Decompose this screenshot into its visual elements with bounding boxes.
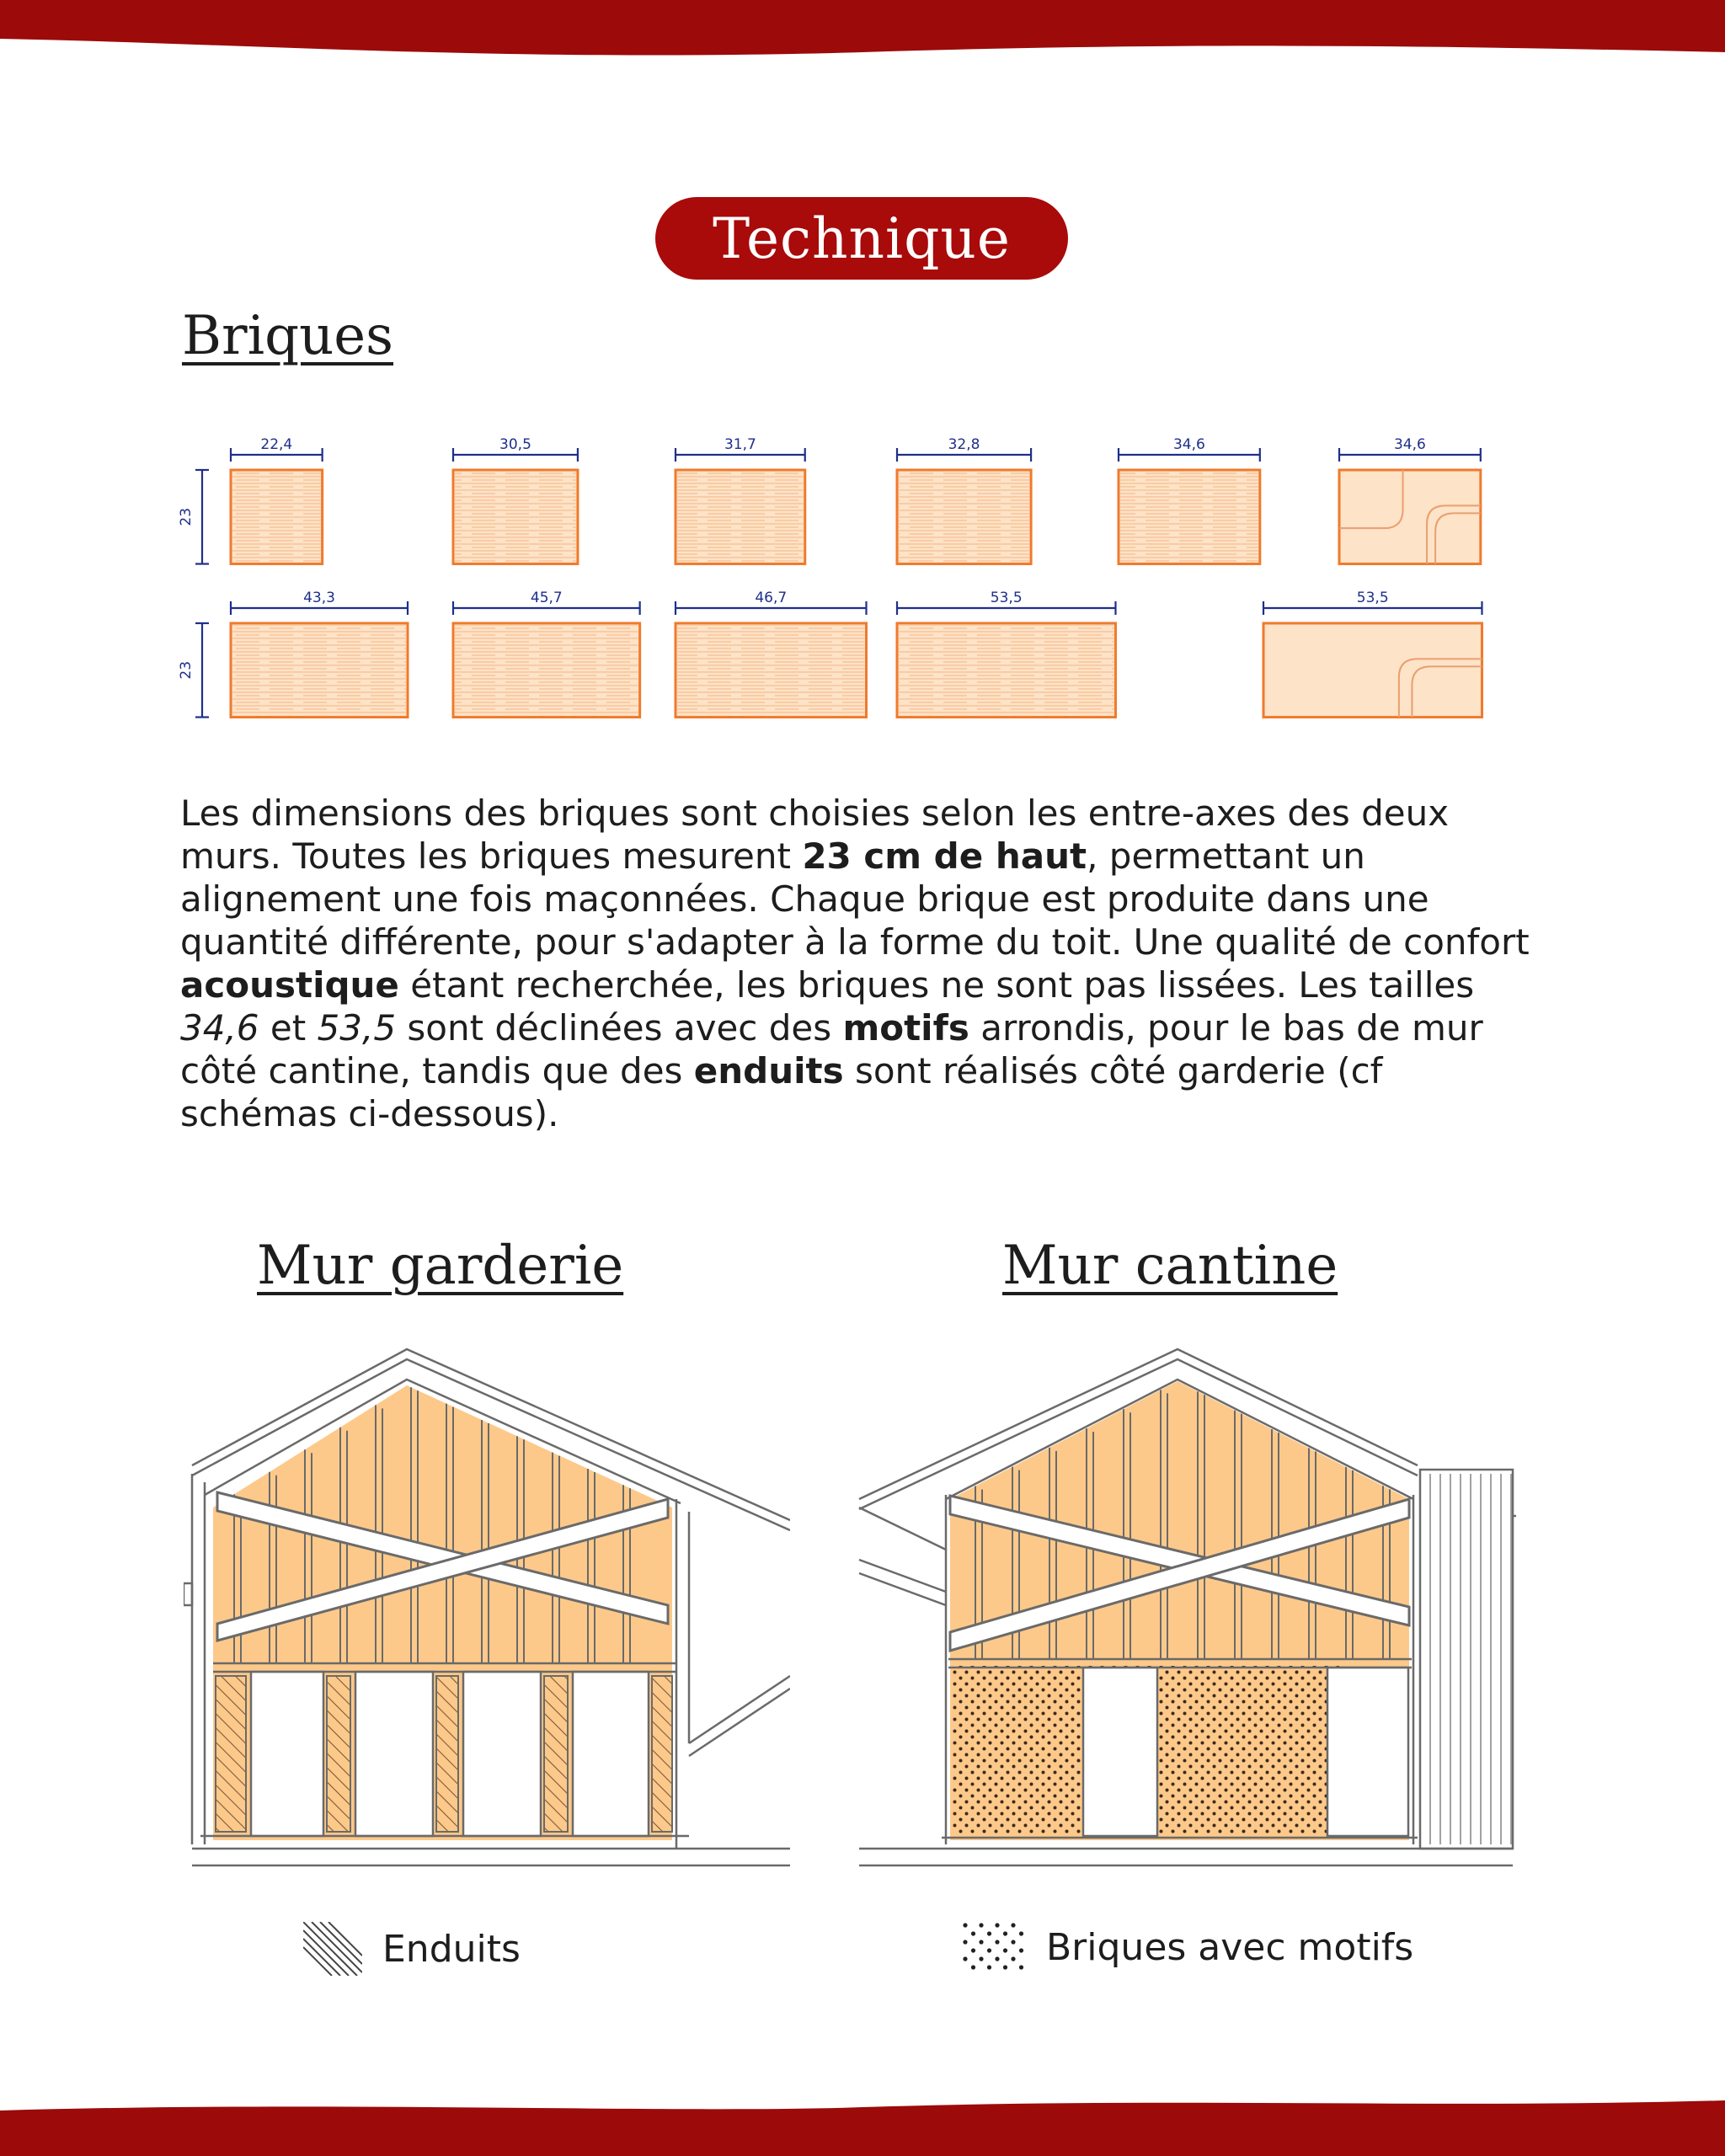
width-label: 34,6 (1393, 436, 1426, 453)
width-label: 45,7 (530, 590, 563, 606)
brick (1119, 470, 1260, 564)
description-paragraph: Les dimensions des briques sont choisies selon les entre-axes des deux murs. Toutes les briques mesurent 23 cm de haut, permettant un alignement une fois maçonnées. Chaque brique est produite dans une quantité différente, pour s'adapter à la forme du toit. Une qualité de confort acoustique étant recherchée, les briques ne sont pas lissées. Les tailles 34,6 et 53,5 sont déclinées avec des motifs arrondis, pour le bas de mur côté cantine, tandis que des enduits sont réalisés côté garderie (cf schémas ci-dessous). (180, 792, 1530, 1134)
height-label: 23 (178, 660, 195, 680)
legend-motifs-label: Briques avec motifs (1046, 1925, 1414, 1969)
bricks-dimension-diagram (168, 421, 1516, 733)
width-label: 30,5 (499, 436, 531, 453)
brick-with-motif (1339, 470, 1481, 564)
width-label: 34,6 (1172, 436, 1205, 453)
width-label: 32,8 (948, 436, 980, 453)
brick (231, 470, 323, 564)
brick (897, 623, 1115, 718)
width-label: 53,5 (1356, 590, 1389, 606)
brick (897, 470, 1031, 564)
legend-enduits (303, 1922, 521, 1976)
width-label: 53,5 (990, 590, 1023, 606)
brick (453, 623, 640, 718)
height-label: 23 (178, 507, 195, 526)
mur-garderie-drawing (184, 1339, 790, 1878)
section-badge-label: Technique (713, 205, 1011, 271)
width-label: 22,4 (260, 436, 293, 453)
dots-icon (962, 1922, 1026, 1972)
brick (231, 623, 408, 718)
mur-garderie-title: Mur garderie (257, 1235, 624, 1297)
mur-cantine-title: Mur cantine (1002, 1235, 1338, 1297)
width-label: 31,7 (724, 436, 756, 453)
width-label: 46,7 (755, 590, 788, 606)
legend-motifs (962, 1922, 1413, 1972)
bottom-red-band (0, 2089, 1725, 2156)
brick-with-motif (1263, 623, 1482, 718)
top-red-band (0, 0, 1725, 67)
width-label: 43,3 (303, 590, 335, 606)
brick (453, 470, 578, 564)
brick (676, 470, 805, 564)
hatch-icon (303, 1922, 362, 1976)
briques-title: Briques (182, 305, 393, 367)
section-badge (655, 197, 1068, 280)
legend-enduits-label: Enduits (382, 1927, 521, 1971)
brick (676, 623, 866, 718)
mur-cantine-drawing (857, 1339, 1531, 1878)
